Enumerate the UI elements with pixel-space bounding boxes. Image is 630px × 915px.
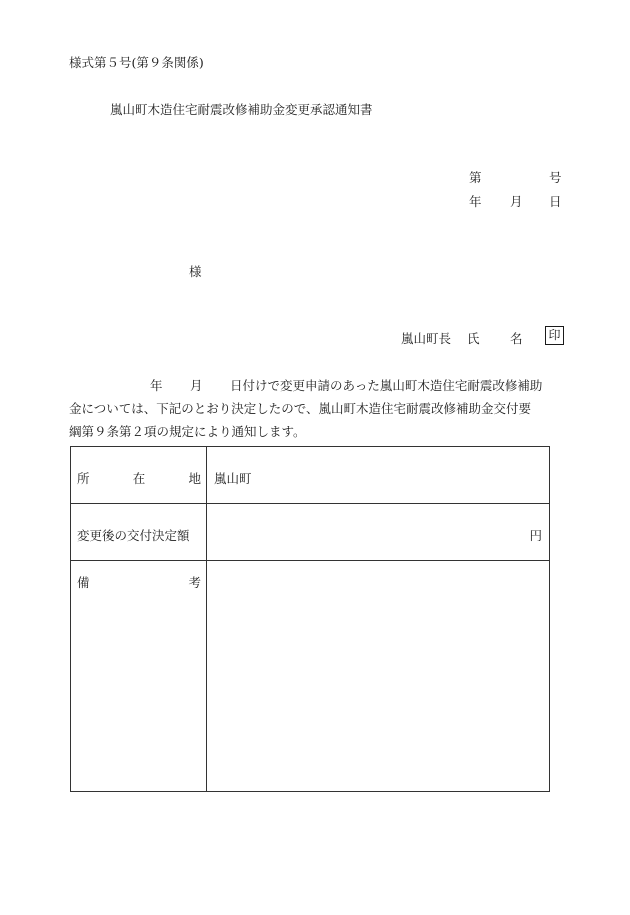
date-day: 日 bbox=[549, 194, 562, 209]
table-row-remarks bbox=[71, 561, 549, 791]
date-month: 月 bbox=[510, 194, 523, 209]
table-row-amount bbox=[71, 504, 549, 561]
issuer-title: 嵐山町長 bbox=[401, 331, 452, 346]
location-label-char: 地 bbox=[188, 471, 201, 486]
location-value: 嵐山町 bbox=[214, 471, 252, 486]
ref-dai: 第 bbox=[469, 170, 482, 185]
amount-unit: 円 bbox=[529, 528, 542, 543]
body-text-line2: 金については、下記のとおり決定したので、嵐山町木造住宅耐震改修補助金交付要 bbox=[69, 401, 532, 416]
ref-go: 号 bbox=[549, 170, 562, 185]
body-month: 月 bbox=[190, 378, 203, 393]
recipient-suffix: 様 bbox=[189, 264, 202, 279]
seal-mark: 印 bbox=[545, 326, 564, 345]
location-label bbox=[77, 469, 201, 487]
remarks-label-char: 備 bbox=[77, 575, 90, 590]
details-table bbox=[70, 446, 550, 792]
location-label-char: 所 bbox=[77, 471, 90, 486]
issuer-name-mei: 名 bbox=[510, 331, 523, 346]
document-title: 嵐山町木造住宅耐震改修補助金変更承認通知書 bbox=[110, 102, 373, 117]
body-text-line1: 日付けで変更申請のあった嵐山町木造住宅耐震改修補助 bbox=[230, 378, 543, 393]
issuer-name-shi: 氏 bbox=[467, 331, 480, 346]
body-year: 年 bbox=[150, 378, 163, 393]
form-number: 様式第５号(第９条関係) bbox=[69, 55, 204, 70]
date-year: 年 bbox=[469, 194, 482, 209]
remarks-label bbox=[77, 573, 201, 591]
body-text-line3: 綱第９条第２項の規定により通知します。 bbox=[69, 424, 306, 439]
amount-label: 変更後の交付決定額 bbox=[77, 528, 190, 543]
table-row-location bbox=[71, 447, 549, 504]
remarks-label-char: 考 bbox=[188, 575, 201, 590]
location-label-char: 在 bbox=[132, 471, 146, 486]
